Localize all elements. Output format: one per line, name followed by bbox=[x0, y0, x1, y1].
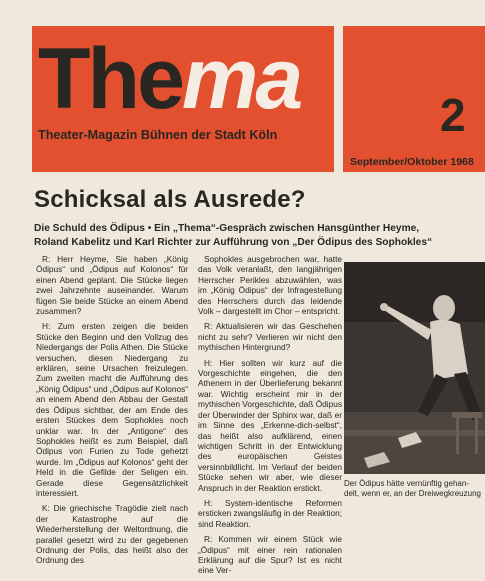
photo-caption bbox=[344, 479, 485, 499]
logo-ma: ma bbox=[181, 31, 301, 127]
standfirst-line: Die Schuld des Ödipus • Ein „Thema“-Gespräch zwischen Hansgünther Heyme, bbox=[34, 223, 420, 234]
stage-photo-image bbox=[344, 262, 485, 474]
article-column-2 bbox=[198, 254, 342, 581]
paragraph: R: Aktualisieren wir das Geschehen nicht zu sehr? Verlieren wir nicht den mythischen Hintergrund? bbox=[198, 321, 342, 353]
paragraph: H: System-identische Reformen ersticken zwangsläufig in der Reaktion; sind Reaktion. bbox=[198, 497, 342, 529]
thema-logo bbox=[38, 31, 301, 127]
paragraph: R: Kommen wir einem Stück wie „Ödipus“ mit einer rein rationalen Erklärung auf die Spur? Ist es nicht eine Ver- bbox=[198, 534, 342, 576]
article-standfirst bbox=[34, 222, 485, 250]
logo-the: The bbox=[38, 31, 182, 127]
article-column-1 bbox=[36, 254, 188, 571]
paragraph: K: Die griechische Tragödie zielt nach der Katastrophe auf die Wiederherstellung der Weltordnung, die parallel gesetzt wird zu der gegebenen Ordnung der Polis, das heißt also der Ordnung des bbox=[36, 503, 188, 566]
paragraph: R: Herr Heyme, Sie haben „König Ödipus“ und „Ödipus auf Kolonos“ für einen Abend geplant. Die Stücke liegen zwei Jahrzehnte auseinander. Warum fügen Sie beide Stücke an einem Abend zusammen? bbox=[36, 254, 188, 317]
article-headline: Schicksal als Ausrede? bbox=[34, 186, 306, 213]
issue-number: 2 bbox=[440, 89, 466, 141]
paragraph: H: Hier sollten wir kurz auf die Vorgeschichte eingehen, die den Athenern in der Überlieferung bekannt war. Wichtig erscheint mir in der mythischen Vorgeschichte, daß Ödipus der Überwinder der Sphinx war, daß er im Sinne des „Erkenne-dich-selbst“, das heißt also aufklärend, einen wichtigen Schritt in der Entwicklung des europäischen Geistes versinnbildlicht. Im Verlauf der beiden Stücke sehen wir aber, wie dieser Anspruch in der Reaktion erstickt. bbox=[198, 357, 342, 493]
paragraph: Sophokles ausgebrochen war, hatte das Volk veranlaßt, den langjährigen Herrscher Perikles abzuwählen, was im „König Ödipus“ der Infragestellung des Herrschers durch das leidende Volk – dargestellt im Chor – entspricht. bbox=[198, 254, 342, 317]
masthead-subtitle: Theater-Magazin Bühnen der Stadt Köln bbox=[38, 128, 278, 142]
caption-line: Der Ödipus hätte vernünftig gehan- bbox=[344, 479, 469, 488]
paragraph: H: Zum ersten zeigen die beiden Stücke den Beginn und den Vollzug des Niedergangs der Polis Athen. Die Stücke versuchen, diesen Niedergang zu erklären, seine Ursachen freizulegen. Zum zweiten macht die Aufführung des „König Ödipus“ und „Ödipus auf Kolonos“ an einem Abend den Abbau der Gestalt des Ödipus sichtbar, der am Ende des ersten Stückes dem Sophokles noch unklar war. In der „Antigone“ des Sophokles heißt es zum Beispiel, daß Ödipus von Furien zu Tode gehetzt wurde. Im „Ödipus auf Kolonos“ geht der Held in die Gefilde der Seligen ein. Gerade diese Gegensätzlichkeit interessiert. bbox=[36, 321, 188, 498]
caption-line: delt, wenn er, an der Dreiwegkreuzung bbox=[344, 489, 481, 498]
standfirst-line: Roland Kabelitz und Karl Richter zur Aufführung von „Der Ödipus des Sophokles“ bbox=[34, 237, 433, 248]
stage-photo bbox=[344, 262, 485, 474]
issue-date: September/Oktober 1968 bbox=[350, 156, 474, 168]
